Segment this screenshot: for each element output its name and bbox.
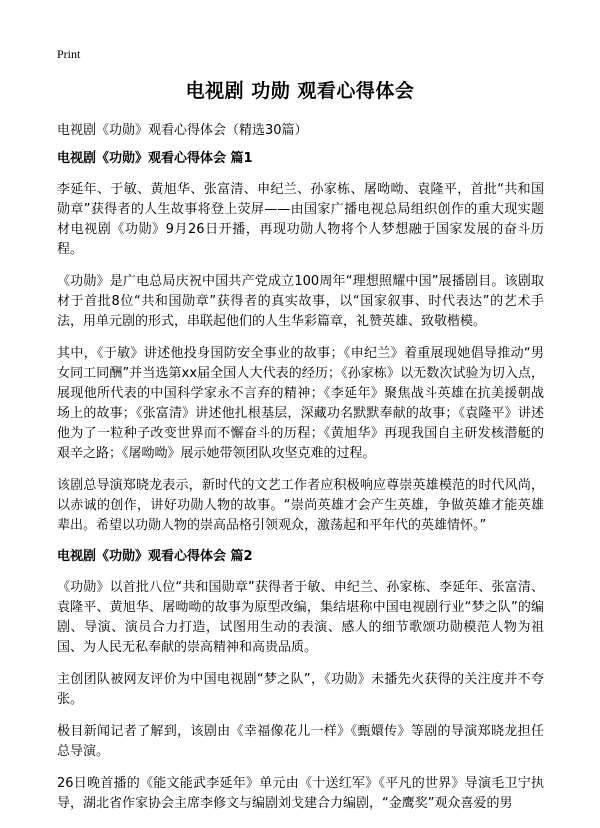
paragraph: 李延年、于敏、黄旭华、张富清、申纪兰、孙家栋、屠呦呦、袁隆平，首批“共和国勋章”获得者的人生故事将登上荧屏——由国家广播电视总局组织创作的重大现实题材电视剧《功勋》9月26日开播，再现功勋人物将个人梦想融于国家发展的奋斗历程。 [57,182,544,257]
section-2 [57,548,544,814]
print-link[interactable]: Print [57,47,81,61]
section-1 [57,150,544,536]
document-content [57,150,544,826]
paragraph: 主创团队被网友评价为中国电视剧“梦之队”，《功勋》未播先火获得的关注度并不夸张。 [57,672,544,707]
document-subtitle: 电视剧《功勋》观看心得体会（精选30篇） [57,123,308,138]
paragraph: 该剧总导演郑晓龙表示，新时代的文艺工作者应积极响应尊崇英雄模范的时代风尚，以赤诚的创作，讲好功勋人物的故事。“崇尚英雄才会产生英雄，争做英雄才能英雄辈出。希望以功勋人物的崇高品格引领观众，激荡起和平年代的英雄情怀。” [57,478,544,533]
paragraph: 极目新闻记者了解到，该剧由《幸福像花儿一样》《甄嬛传》等剧的导演郑晓龙担任总导演。 [57,724,544,759]
paragraph: 《功勋》以首批八位“共和国勋章”获得者于敏、申纪兰、孙家栋、李延年、张富清、袁隆平、黄旭华、屠呦呦的故事为原型改编，集结堪称中国电视剧行业“梦之队”的编剧、导演、演员合力打造，试图用生动的表演、感人的细节歌颂功勋模范人物为祖国、为人民无私奉献的崇高精神和高贵品质。 [57,580,544,655]
section-heading: 电视剧《功勋》观看心得体会 篇1 [57,151,253,166]
section-heading: 电视剧《功勋》观看心得体会 篇2 [57,549,253,564]
paragraph: 《功勋》是广电总局庆祝中国共产党成立100周年“理想照耀中国”展播剧目。该剧取材于首批8位“共和国勋章”获得者的真实故事，以“国家叙事、时代表达”的艺术手法，用单元剧的形式，串联起他们的人生华彩篇章，礼赞英雄、致敬楷模。 [57,274,544,329]
page-title: 电视剧 功勋 观看心得体会 [185,80,415,102]
paragraph: 其中，《于敏》讲述他投身国防安全事业的故事；《申纪兰》着重展现她倡导推动“男女同工同酬”并当选第xx届全国人大代表的经历；《孙家栋》以无数次试验为切入点，展现他所代表的中国科学家永不言弃的精神；《李延年》聚焦战斗英雄在抗美援朝战场上的故事；《张富清》讲述他扎根基层，深藏功名默默奉献的故事；《袁隆平》讲述他为了一粒种子改变世界而不懈奋斗的历程；《黄旭华》再现我国自主研发核潜艇的艰辛之路；《屠呦呦》展示她带领团队攻坚克难的过程。 [57,346,544,461]
paragraph: 26日晚首播的《能文能武李延年》单元由《十送红军》《平凡的世界》导演毛卫宁执导，湖北省作家协会主席李修文与编剧刘戈建合力编剧，“金鹰奖”观众喜爱的男 [57,776,544,811]
